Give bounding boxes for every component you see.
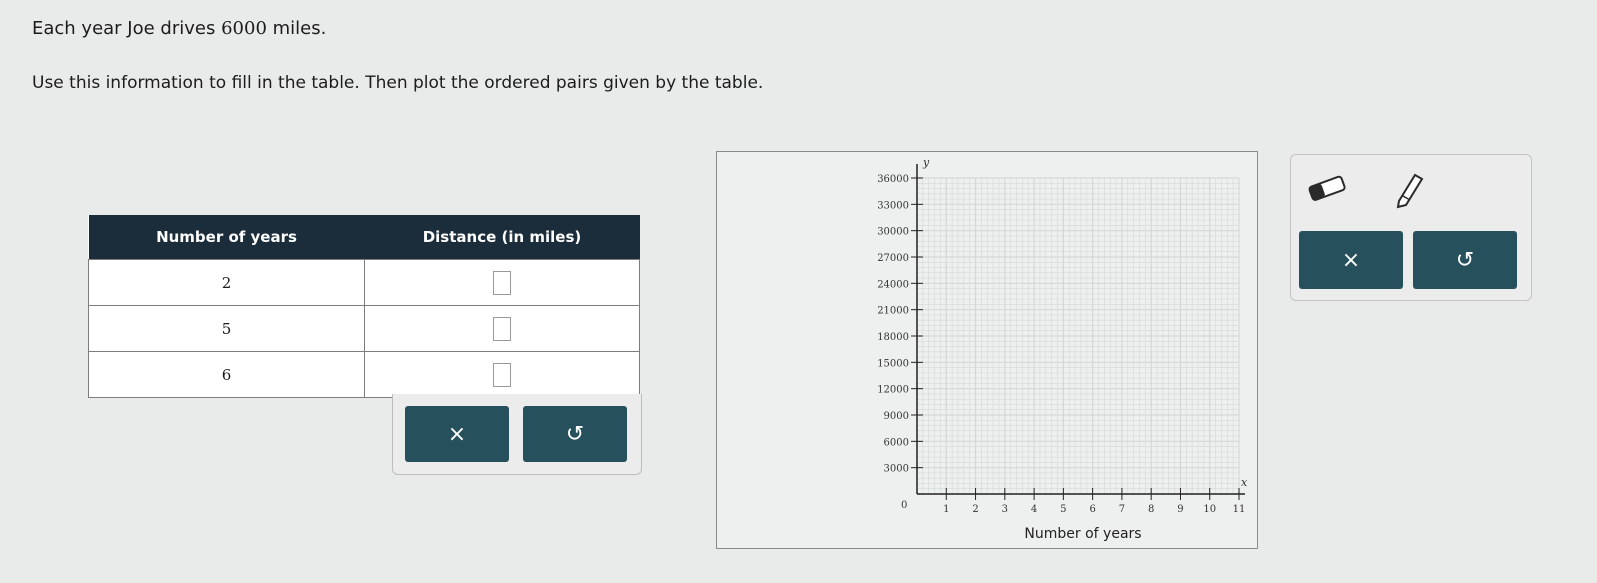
x-tick-label: 2 (972, 504, 979, 515)
table-header-row (89, 215, 640, 260)
years-cell: 2 (89, 260, 365, 306)
y-tick-label: 12000 (877, 384, 909, 396)
coordinate-plane[interactable] (717, 152, 1257, 548)
years-cell: 5 (89, 306, 365, 352)
y-tick-label: 27000 (877, 253, 909, 264)
table-row (89, 306, 640, 352)
grid (917, 178, 1239, 494)
header-distance: Distance (in miles) (365, 215, 640, 260)
y-tick-label: 30000 (877, 226, 909, 238)
y-tick-label: 24000 (877, 279, 909, 291)
question-line-1 (32, 18, 326, 39)
table-tools-panel (392, 394, 642, 475)
header-years: Number of years (89, 215, 365, 260)
y-tick-label: 33000 (877, 200, 909, 212)
y-tick-label: 6000 (883, 437, 909, 449)
question-suffix: miles. (266, 18, 327, 39)
y-tick-label: 9000 (883, 411, 909, 422)
origin-label: 0 (901, 500, 908, 511)
years-cell: 6 (89, 352, 365, 398)
graph-panel (716, 151, 1258, 549)
values-table (88, 215, 640, 398)
x-tick-label: 1 (943, 504, 950, 515)
x-tick-label: 10 (1203, 504, 1217, 515)
y-axis-letter: y (923, 156, 930, 169)
table-undo-button[interactable]: ↺ (523, 406, 627, 462)
y-tick-label: 36000 (877, 174, 909, 185)
distance-cell (365, 352, 640, 398)
eraser-icon[interactable] (1305, 169, 1351, 207)
pencil-icon[interactable] (1391, 169, 1427, 209)
table-row (89, 352, 640, 398)
distance-cell (365, 306, 640, 352)
values-table-container (88, 215, 640, 398)
x-tick-label: 7 (1118, 504, 1126, 515)
graph-clear-button[interactable]: × (1299, 231, 1403, 289)
x-tick-label: 9 (1177, 504, 1184, 515)
x-tick-label: 4 (1030, 504, 1038, 515)
x-tick-label: 5 (1060, 504, 1067, 515)
x-tick-label: 3 (1001, 504, 1009, 515)
graph-undo-button[interactable]: ↺ (1413, 231, 1517, 289)
question-prefix: Each year Joe drives (32, 18, 222, 39)
distance-input[interactable] (493, 317, 511, 341)
x-axis-label: Number of years (1024, 526, 1142, 542)
table-row (89, 260, 640, 306)
y-tick-label: 21000 (877, 305, 909, 317)
distance-input[interactable] (493, 363, 511, 387)
x-tick-label: 6 (1089, 504, 1096, 515)
x-tick-label: 8 (1147, 504, 1155, 515)
y-tick-label: 3000 (883, 463, 909, 475)
miles-per-year: 6000 (221, 18, 267, 39)
y-tick-label: 18000 (877, 332, 909, 343)
question-line-2: Use this information to fill in the table. Then plot the ordered pairs given by the table. (32, 73, 764, 93)
distance-cell (365, 260, 640, 306)
table-clear-button[interactable]: × (405, 406, 509, 462)
x-tick-label: 11 (1232, 504, 1246, 515)
y-tick-label: 15000 (877, 358, 909, 370)
x-axis-letter: x (1241, 476, 1248, 489)
distance-input[interactable] (493, 271, 511, 295)
graph-tools-panel (1290, 154, 1532, 301)
